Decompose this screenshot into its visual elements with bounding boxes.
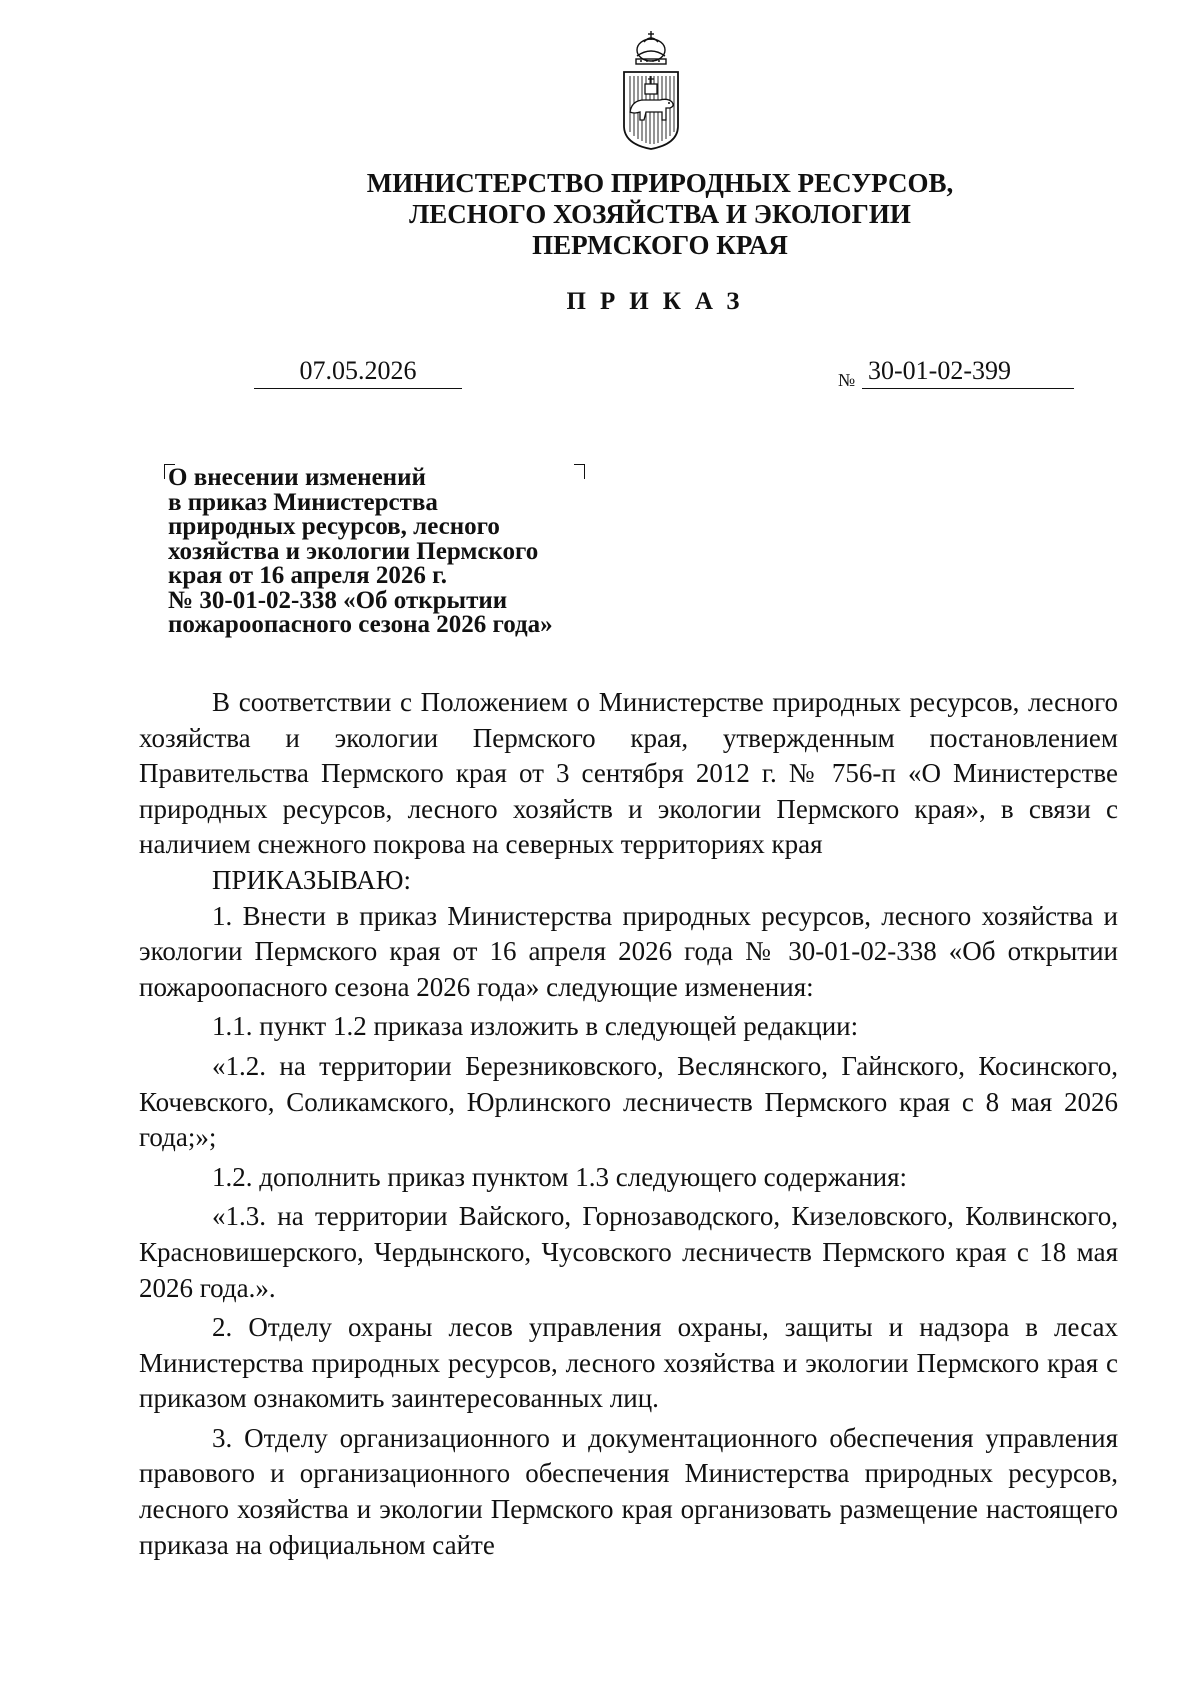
item-1-2: 1.2. дополнить приказ пунктом 1.3 следующего содержания: xyxy=(212,1161,908,1192)
ministry-heading xyxy=(0,168,1200,261)
subject-line: О внесении изменений xyxy=(168,464,426,491)
item-3: 3. Отделу организационного и документационного обеспечения управления правового и организационного обеспечения Министерства природных ресурсов, лесного хозяйства и экологии Пермского края организовать размещение настоящего приказа на официальном сайте xyxy=(139,1422,1118,1560)
ministry-line-1: МИНИСТЕРСТВО ПРИРОДНЫХ РЕСУРСОВ, xyxy=(366,168,954,198)
order-title: ПРИКАЗ xyxy=(566,288,754,315)
order-subject xyxy=(168,466,638,638)
subject-line: хозяйства и экологии Пермского xyxy=(168,537,539,565)
item-1-3-text: «1.3. на территории Вайского, Горнозаводского, Кизеловского, Колвинского, Красновишерского, Чердынского, Чусовского лесничеств Пермского края с 18 мая 2026 года.». xyxy=(139,1201,1118,1303)
item-1-1: 1.1. пункт 1.2 приказа изложить в следующей редакции: xyxy=(212,1011,859,1042)
item-2: 2. Отделу охраны лесов управления охраны, защиты и надзора в лесах Министерства природных ресурсов, лесного хозяйства и экологии Пермского края с приказом ознакомить заинтересованных лиц. xyxy=(139,1312,1118,1414)
order-date: 07.05.2026 xyxy=(254,354,462,389)
order-directive: ПРИКАЗЫВАЮ: xyxy=(212,864,411,895)
preamble-paragraph: В соответствии с Положением о Министерстве природных ресурсов, лесного хозяйства и экологии Пермского края, утвержденным постановлением Правительства Пермского края от 3 сентября 2012 г. № 756-п «О Министерстве природных ресурсов, лесного хозяйств и экологии Пермского края», в связи с наличием снежного покрова на северных территориях края xyxy=(139,687,1118,860)
subject-line: края от 16 апреля 2026 г. xyxy=(168,562,447,589)
order-number: 30-01-02-399 xyxy=(862,354,1074,389)
ministry-line-3: ПЕРМСКОГО КРАЯ xyxy=(532,230,788,260)
number-sign: № xyxy=(838,370,856,390)
subject-line: № 30-01-02-338 «Об открытии xyxy=(168,586,508,614)
subject-line: в приказ Министерства xyxy=(168,488,438,516)
order-body xyxy=(139,685,1118,1563)
item-1-2-text: «1.2. на территории Березниковского, Веслянского, Гайнского, Косинского, Кочевского, Соликамского, Юрлинского лесничеств Пермского края с 8 мая 2026 года;»; xyxy=(139,1050,1118,1153)
ministry-line-2: ЛЕСНОГО ХОЗЯЙСТВА И ЭКОЛОГИИ xyxy=(409,199,911,229)
subject-line: пожароопасного сезона 2026 года» xyxy=(168,611,553,638)
coat-of-arms-icon xyxy=(620,28,682,152)
item-1: 1. Внести в приказ Министерства природных ресурсов, лесного хозяйства и экологии Пермского края от 16 апреля 2026 года № 30-01-02-338 «Об открытии пожароопасного сезона 2026 года» следующие изменения: xyxy=(139,900,1118,1002)
subject-line: природных ресурсов, лесного xyxy=(168,513,500,540)
